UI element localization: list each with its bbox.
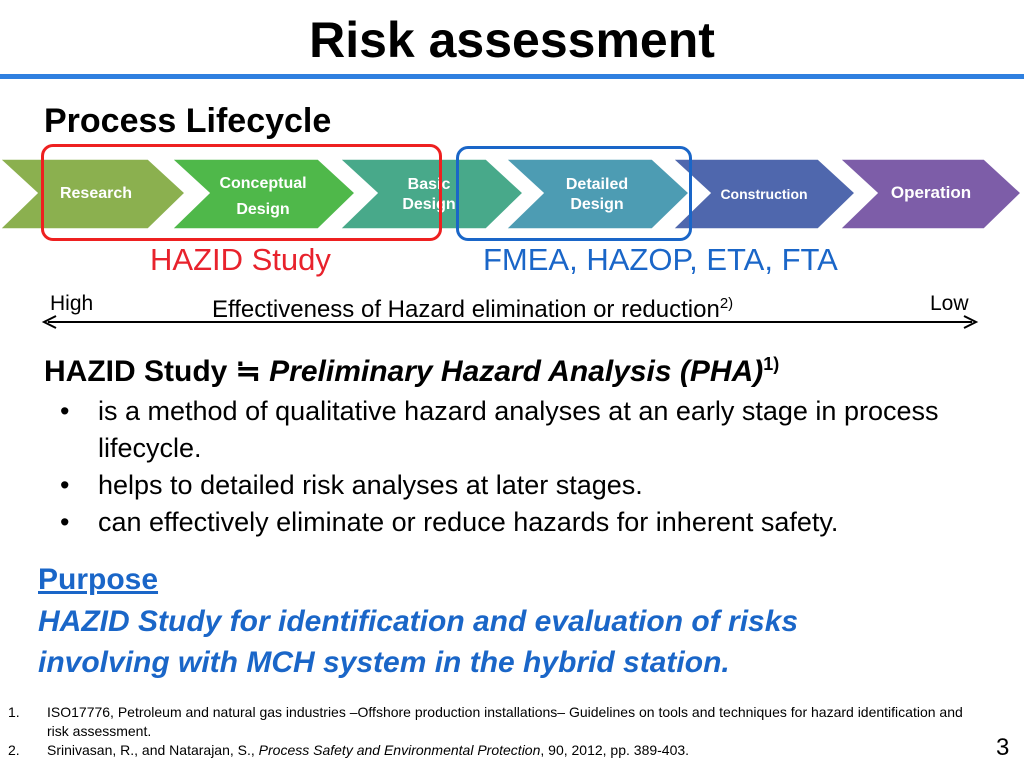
- effectiveness-high-label: High: [50, 292, 94, 315]
- stage-label-operation: Operation: [890, 183, 972, 202]
- footnotes: [8, 703, 988, 760]
- stage-label-conceptual-design: Conceptual Design: [219, 175, 307, 218]
- stage-label-construction: Construction: [720, 186, 808, 202]
- purpose-statement: HAZID Study for identification and evaluation of risks involving with MCH system in the hybrid station.: [38, 605, 799, 679]
- list-item: • is a method of qualitative hazard analyses at an early stage in process lifecycle.: [60, 393, 1000, 467]
- lifecycle-heading: Process Lifecycle: [44, 102, 332, 140]
- stage-label-research: Research: [59, 185, 133, 202]
- list-item: • helps to detailed risk analyses at later stages.: [60, 467, 1000, 504]
- stage-label-detailed-design: Detailed Design: [565, 176, 629, 213]
- list-item: • can effectively eliminate or reduce hazards for inherent safety.: [60, 504, 1000, 541]
- footnote-item: 1. ISO17776, Petroleum and natural gas industries –Offshore production installations– Guidelines on tools and techniques for hazard identification and risk assessment.: [8, 704, 963, 739]
- fmea-scope-outline: [456, 146, 692, 241]
- title-underline: [0, 74, 1024, 79]
- pha-bullet-list: [60, 393, 1000, 541]
- slide-title: Risk assessment: [309, 12, 715, 68]
- pha-heading: HAZID Study ≒ Preliminary Hazard Analysis (PHA)$^{1)}$: [44, 354, 780, 388]
- double-arrow-icon: [40, 314, 980, 330]
- hazid-scope-outline: [41, 144, 442, 241]
- page-number: 3: [996, 734, 1010, 761]
- stage-label-basic-design: Basic Design: [402, 176, 456, 213]
- effectiveness-low-label: Low: [930, 292, 969, 315]
- fmea-hazop-label: FMEA, HAZOP, ETA, FTA: [483, 242, 838, 277]
- footnote-item: 2. Srinivasan, R., and Natarajan, S., Process Safety and Environmental Protection, 90, 2012, pp. 389-403.: [8, 742, 690, 758]
- hazid-study-label: HAZID Study: [150, 242, 331, 277]
- effectiveness-label: Effectiveness of Hazard elimination or reduction$^{2)}$: [212, 295, 734, 323]
- purpose-heading: Purpose: [38, 563, 159, 596]
